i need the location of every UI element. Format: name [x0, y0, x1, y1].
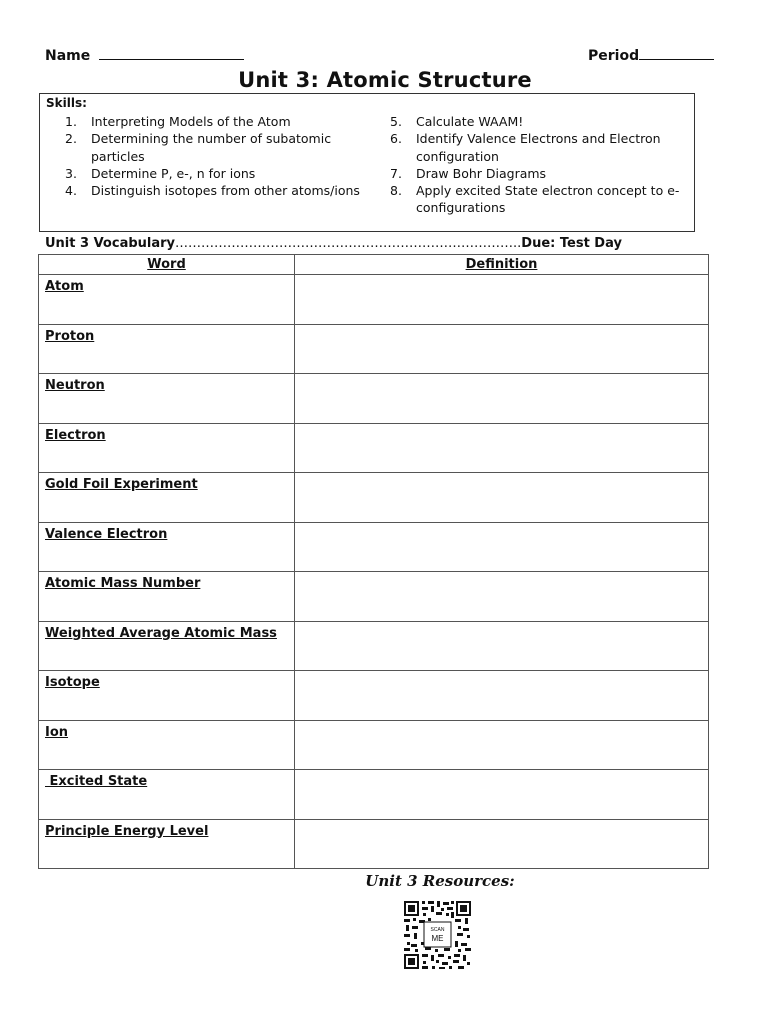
definition-cell[interactable]: [295, 423, 709, 473]
skill-text: Draw Bohr Diagrams: [416, 165, 547, 181]
skills-list-right: [390, 113, 690, 217]
skill-text: Distinguish isotopes from other atoms/ions: [91, 183, 360, 199]
vocab-word: Weighted Average Atomic Mass: [39, 621, 295, 671]
table-row: [39, 374, 709, 424]
vocab-table: [38, 254, 709, 869]
vocab-header-row: [39, 255, 709, 275]
name-label: Name: [45, 48, 91, 64]
table-row: [39, 275, 709, 325]
skill-number: 3.: [65, 165, 77, 181]
vocab-word: Excited State: [39, 770, 295, 820]
table-row: [39, 621, 709, 671]
skill-text: Interpreting Models of the Atom: [91, 114, 291, 129]
period-blank-line[interactable]: [639, 47, 714, 60]
skills-label: Skills:: [46, 96, 87, 110]
skill-number: 6.: [390, 131, 402, 147]
name-field[interactable]: [45, 47, 244, 64]
vocab-due-date: Due: Test Day: [521, 236, 622, 251]
period-label: Period: [588, 48, 640, 64]
skill-number: 4.: [65, 183, 77, 199]
definition-cell[interactable]: [295, 374, 709, 424]
definition-cell[interactable]: [295, 770, 709, 820]
vocab-title: Unit 3 Vocabulary: [45, 236, 176, 251]
vocab-word: Isotope: [39, 671, 295, 721]
period-field[interactable]: [588, 47, 714, 64]
skill-text: Determining the number of subatomic particles: [91, 131, 332, 164]
definition-cell[interactable]: [295, 522, 709, 572]
qr-text-top: SCAN: [430, 927, 445, 933]
table-row: [39, 324, 709, 374]
skills-box: [39, 93, 695, 232]
skill-item: [390, 182, 690, 217]
skill-number: 5.: [390, 114, 402, 129]
vocab-word: Atomic Mass Number: [39, 572, 295, 622]
vocab-word: Neutron: [39, 374, 295, 424]
skill-item: [65, 165, 365, 182]
vocab-word: Electron: [39, 423, 295, 473]
column-header-definition: Definition: [295, 255, 709, 275]
skill-item: [390, 165, 690, 182]
vocab-word: Valence Electron: [39, 522, 295, 572]
vocab-word: Ion: [39, 720, 295, 770]
resources-label: Unit 3 Resources:: [365, 872, 515, 890]
skill-number: 1.: [65, 114, 77, 129]
definition-cell[interactable]: [295, 621, 709, 671]
vocab-word: Principle Energy Level: [39, 819, 295, 869]
page-title: Unit 3: Atomic Structure: [238, 68, 532, 92]
skill-item: [65, 182, 365, 199]
table-row: [39, 423, 709, 473]
definition-cell[interactable]: [295, 819, 709, 869]
skill-number: 8.: [390, 183, 402, 199]
definition-cell[interactable]: [295, 473, 709, 523]
table-row: [39, 720, 709, 770]
definition-cell[interactable]: [295, 275, 709, 325]
skill-number: 7.: [390, 165, 402, 181]
skill-text: Identify Valence Electrons and Electron configuration: [416, 131, 661, 164]
table-row: [39, 522, 709, 572]
skills-list-left: [65, 113, 365, 199]
definition-cell[interactable]: [295, 324, 709, 374]
qr-code-icon[interactable]: [403, 900, 472, 970]
name-blank-line[interactable]: [99, 47, 244, 60]
table-row: [39, 819, 709, 869]
skill-item: [65, 113, 365, 130]
skill-item: [65, 130, 365, 165]
definition-cell[interactable]: [295, 572, 709, 622]
skill-text: Apply excited State electron concept to e- configurations: [416, 183, 680, 216]
table-row: [39, 770, 709, 820]
definition-cell[interactable]: [295, 720, 709, 770]
table-row: [39, 671, 709, 721]
vocab-word: Gold Foil Experiment: [39, 473, 295, 523]
vocab-leader-dots: ……………………………………………………………………..: [175, 236, 522, 251]
vocab-word: Proton: [39, 324, 295, 374]
skill-item: [390, 113, 690, 130]
table-row: [39, 473, 709, 523]
qr-text-bottom: ME: [431, 934, 444, 943]
skill-text: Calculate WAAM!: [416, 114, 524, 129]
skill-item: [390, 130, 690, 165]
skill-number: 2.: [65, 131, 77, 147]
vocab-word: Atom: [39, 275, 295, 325]
skill-text: Determine P, e-, n for ions: [91, 165, 256, 181]
table-row: [39, 572, 709, 622]
column-header-word: Word: [39, 255, 295, 275]
vocab-heading: [45, 236, 675, 251]
definition-cell[interactable]: [295, 671, 709, 721]
